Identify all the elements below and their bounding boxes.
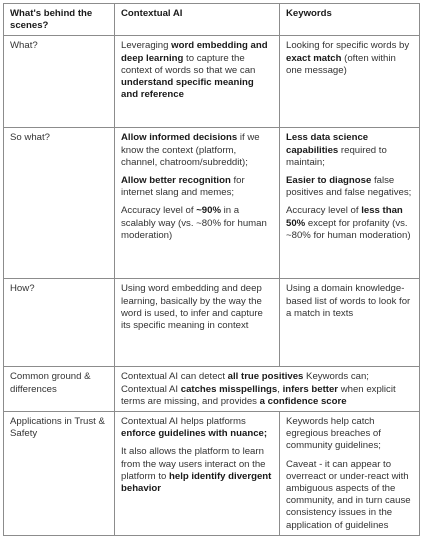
header-row xyxy=(4,4,420,36)
text-run: if we know the context (platform, channel, chatroom/subreddit); xyxy=(121,132,260,168)
text-run: Looking for specific words by xyxy=(286,40,410,52)
cell-so-what-keywords xyxy=(280,128,420,279)
row-label-applications: Applications in Trust & Safety xyxy=(4,412,115,536)
row-applications xyxy=(4,412,420,536)
cell-paragraph xyxy=(121,283,273,332)
text-run: Leveraging xyxy=(121,40,172,52)
cell-paragraph xyxy=(121,40,273,101)
cell-what-keywords xyxy=(280,36,420,128)
text-run: (often within one message) xyxy=(286,52,396,76)
cell-how-keywords xyxy=(280,279,420,367)
text-run: except for profanity (vs. ~80% for human moderation) xyxy=(286,217,411,241)
bold-text: Easier to diagnose xyxy=(286,175,372,187)
cell-paragraph xyxy=(121,371,413,408)
cell-applications-contextual-ai xyxy=(115,412,280,536)
row-what xyxy=(4,36,420,128)
cell-paragraph xyxy=(286,459,413,532)
bold-text: word embedding and deep learning xyxy=(121,40,268,64)
bold-text: Allow informed decisions xyxy=(121,132,238,144)
text-run: Contextual AI can detect xyxy=(121,371,228,383)
bold-text: Allow better recognition xyxy=(121,175,231,187)
cell-what-contextual-ai xyxy=(115,36,280,128)
cell-paragraph xyxy=(121,416,273,440)
cell-common-ground-merged xyxy=(115,367,420,412)
text-run: to capture the context of words so that we can xyxy=(121,52,256,76)
cell-paragraph xyxy=(286,205,413,242)
text-run: Contextual AI helps platforms xyxy=(121,416,246,428)
cell-so-what-contextual-ai xyxy=(115,128,280,279)
bold-text: infers better xyxy=(282,383,339,395)
text-run: Keywords can; Contextual AI xyxy=(121,371,369,395)
text-run: Caveat - it can appear to overreact or under-react with ambiguous aspects of the community, and in turn cause consistency issues in the application of guidelines xyxy=(286,458,411,531)
text-run: in a scalably way (vs. ~80% for human moderation) xyxy=(121,205,267,241)
row-how xyxy=(4,279,420,367)
cell-paragraph xyxy=(121,205,273,242)
row-label-what: What? xyxy=(4,36,115,128)
text-run: Using a domain knowledge-based list of words to look for a match in texts xyxy=(286,283,411,319)
cell-paragraph xyxy=(121,132,273,169)
text-run: It also allows the platform to learn from the way users interact on the platform to xyxy=(121,446,266,482)
bold-text: all true positives xyxy=(227,371,304,383)
text-run: Accuracy level of xyxy=(286,205,362,217)
header-cell-contextual-ai: Contextual AI xyxy=(115,4,280,36)
cell-paragraph xyxy=(286,40,413,77)
cell-paragraph xyxy=(286,416,413,453)
bold-text: exact match xyxy=(286,52,342,64)
row-so-what xyxy=(4,128,420,279)
comparison-table xyxy=(3,3,420,536)
text-run: Keywords help catch egregious breaches of community guidelines; xyxy=(286,416,381,452)
text-run: required to maintain; xyxy=(286,144,387,168)
cell-paragraph xyxy=(286,175,413,199)
bold-text: less than 50% xyxy=(286,205,403,229)
header-cell-behind-the-scenes: What's behind the scenes? xyxy=(4,4,115,36)
bold-text: ~90% xyxy=(196,205,221,217)
cell-paragraph xyxy=(286,132,413,169)
bold-text: Less data science capabilities xyxy=(286,132,369,156)
row-label-so-what: So what? xyxy=(4,128,115,279)
bold-text: understand specific meaning and reference xyxy=(121,77,254,101)
header-cell-keywords: Keywords xyxy=(280,4,420,36)
text-run: when explicit terms are missing, and provides xyxy=(121,383,396,407)
row-label-common-ground: Common ground & differences xyxy=(4,367,115,412)
cell-paragraph xyxy=(121,446,273,495)
row-common-ground xyxy=(4,367,420,412)
text-run: for internet slang and memes; xyxy=(121,175,245,199)
cell-applications-keywords xyxy=(280,412,420,536)
text-run: , xyxy=(277,383,283,395)
text-run: Accuracy level of xyxy=(121,205,197,217)
text-run: Using word embedding and deep learning, basically by the way the word is used, to infer and capture its specific meaning in context xyxy=(121,283,263,332)
cell-paragraph xyxy=(121,175,273,199)
bold-text: catches misspellings xyxy=(180,383,278,395)
bold-text: help identify divergent behavior xyxy=(121,470,272,495)
cell-how-contextual-ai xyxy=(115,279,280,367)
bold-text: a confidence score xyxy=(259,395,347,407)
cell-paragraph xyxy=(286,283,413,320)
row-label-how: How? xyxy=(4,279,115,367)
text-run: false positives and false negatives; xyxy=(286,175,412,199)
bold-text: enforce guidelines with nuance; xyxy=(121,428,268,440)
